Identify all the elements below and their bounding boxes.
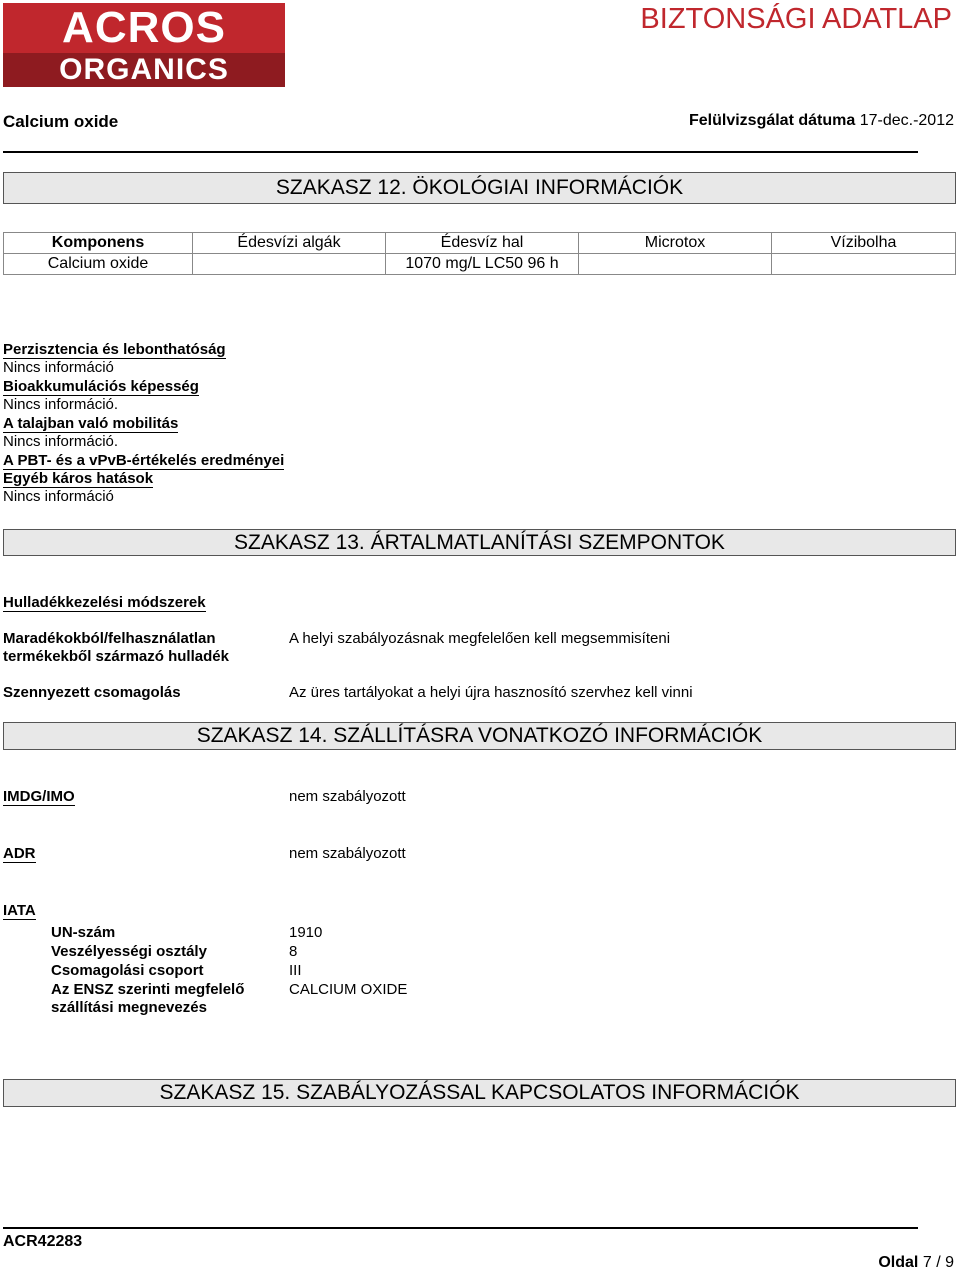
revision-date-value: 17-dec.-2012 [859,112,954,129]
other-effects-value: Nincs információ [3,488,114,505]
residue-waste-label-line1: Maradékokból/felhasználatlan [3,630,216,647]
shipping-name-label [51,981,281,1017]
waste-methods-heading [3,594,206,612]
revision-label: Felülvizsgálat dátuma [688,112,856,129]
hazard-class-value: 8 [289,943,298,960]
adr-value: nem szabályozott [289,845,406,862]
table-cell: 1070 mg/L LC50 96 h [386,254,579,275]
table-header-cell: Komponens [4,233,193,254]
contaminated-packaging-value: Az üres tartályokat a helyi újra hasznosító szervhez kell vinni [289,684,693,701]
residue-waste-label [3,630,273,666]
shipping-name-label-line2: szállítási megnevezés [51,999,207,1016]
persistence-label: Perzisztencia és lebonthatóság [3,341,226,358]
ecological-info-list [3,341,503,507]
product-name: Calcium oxide [3,112,119,131]
table-cell [579,254,772,275]
table-header-cell: Vízibolha [772,233,956,254]
document-code: ACR42283 [3,1233,83,1250]
document-title: BIZTONSÁGI ADATLAP [640,3,952,35]
adr-label: ADR [3,845,36,862]
packing-group-label: Csomagolási csoport [51,962,204,979]
ecotoxicity-table [3,232,956,275]
table-header-cell: Édesvízi algák [193,233,386,254]
section-13-header [3,529,956,556]
bioaccumulation-value: Nincs információ. [3,396,119,413]
page-separator: / [936,1254,941,1271]
section-14-header [3,722,956,750]
residue-waste-label-line2: termékekből származó hulladék [3,648,229,665]
un-number-label: UN-szám [51,924,116,941]
page-number [878,1254,954,1272]
table-header-cell: Édesvíz hal [386,233,579,254]
table-cell [193,254,386,275]
iata-heading [3,902,36,920]
hazard-class-label: Veszélyességi osztály [51,943,207,960]
section-15-title: SZAKASZ 15. SZABÁLYOZÁSSAL KAPCSOLATOS INFORMÁCIÓK [159,1081,800,1104]
waste-methods-label: Hulladékkezelési módszerek [3,594,206,611]
section-15-header [3,1079,956,1107]
pbt-vpvb-label: A PBT- és a vPvB-értékelés eredményei [3,452,285,469]
page-label: Oldal [878,1254,919,1271]
un-number-value: 1910 [289,924,323,941]
adr-heading [3,845,36,863]
other-effects-label: Egyéb káros hatások [3,470,154,487]
table-header-cell: Microtox [579,233,772,254]
table-cell [772,254,956,275]
iata-label: IATA [3,902,36,919]
contaminated-packaging-label: Szennyezett csomagolás [3,684,181,701]
bioaccumulation-label: Bioakkumulációs képesség [3,378,199,395]
logo-band [3,53,285,87]
acros-organics-logo [3,3,285,87]
header-divider [3,151,918,153]
logo-top [3,3,285,53]
persistence-value: Nincs információ [3,359,114,376]
shipping-name-value: CALCIUM OXIDE [289,981,408,998]
packing-group-value: III [289,962,302,979]
section-14-title: SZAKASZ 14. SZÁLLÍTÁSRA VONATKOZÓ INFORMÁCIÓK [196,724,763,747]
imdg-label: IMDG/IMO [3,788,75,805]
soil-mobility-value: Nincs információ. [3,433,119,450]
page-total: 9 [945,1254,954,1271]
soil-mobility-label: A talajban való mobilitás [3,415,179,432]
revision-date [689,112,954,130]
section-12-title: SZAKASZ 12. ÖKOLÓGIAI INFORMÁCIÓK [275,176,684,199]
logo-top-text: ACROS [62,3,226,52]
residue-waste-value: A helyi szabályozásnak megfelelően kell megsemmisíteni [289,630,671,647]
shipping-name-label-line1: Az ENSZ szerinti megfelelő [51,981,245,998]
imdg-value: nem szabályozott [289,788,406,805]
section-12-header [3,172,956,204]
table-cell: Calcium oxide [4,254,193,275]
logo-bottom-text: ORGANICS [59,53,229,86]
footer-divider [3,1227,918,1229]
table-header-row [4,233,956,254]
imdg-heading [3,788,75,806]
page-current: 7 [922,1254,932,1271]
section-13-title: SZAKASZ 13. ÁRTALMATLANÍTÁSI SZEMPONTOK [234,530,725,554]
table-row [4,254,956,275]
